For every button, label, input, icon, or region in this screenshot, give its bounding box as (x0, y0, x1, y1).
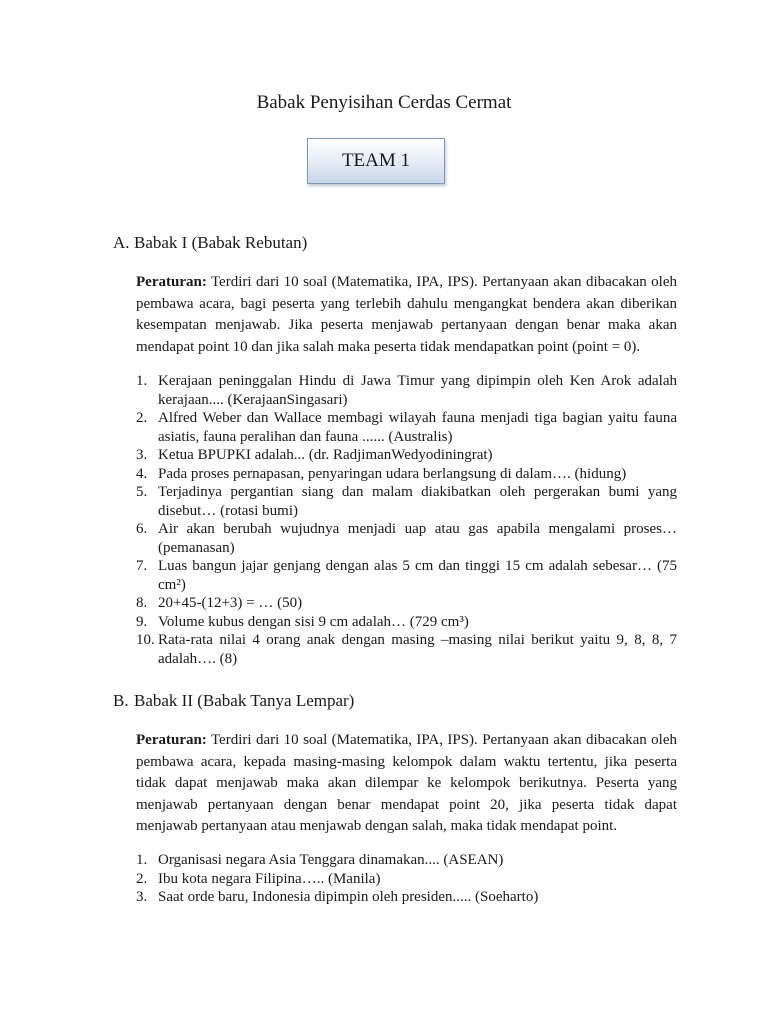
list-item: 2. Ibu kota negara Filipina….. (Manila) (136, 870, 381, 887)
team-label: TEAM 1 (341, 150, 411, 171)
list-item: 4. Pada proses pernapasan, penyaringan udara berlangsung di dalam…. (hidung) (136, 465, 627, 482)
list-item: 10. Rata-rata nilai 4 orang anak dengan masing –masing nilai berikut yaitu 9, 8, 8, 7 adalah…. (8) (136, 632, 677, 667)
section-a-letter: A. (113, 233, 130, 252)
section-b-rules-label: Peraturan: (136, 732, 207, 748)
section-b-letter: B. (113, 691, 129, 710)
list-item: 5. Terjadinya pergantian siang dan malam diakibatkan oleh pergerakan bumi yang disebut… (rotasi bumi) (136, 484, 677, 519)
section-b-heading (113, 691, 354, 711)
team-label-box (307, 138, 445, 184)
list-item: 2. Alfred Weber dan Wallace membagi wilayah fauna menjadi tiga bagian yaitu fauna asiatis, fauna peralihan dan fauna ...... (Australis) (136, 410, 677, 445)
section-b-question-list (136, 851, 677, 907)
section-b-title: Babak II (Babak Tanya Lempar) (134, 691, 355, 710)
list-item: 6. Air akan berubah wujudnya menjadi uap atau gas apabila mengalami proses… (pemanasan) (136, 521, 677, 556)
list-item: 1. Organisasi negara Asia Tenggara dinamakan.... (ASEAN) (136, 852, 504, 868)
list-item: 7. Luas bangun jajar genjang dengan alas 5 cm dan tinggi 15 cm adalah sebesar… (75 cm²) (136, 558, 677, 593)
section-a-rules-text: Terdiri dari 10 soal (Matematika, IPA, IPS). Pertanyaan akan dibacakan oleh pembawa acara, bagi peserta yang terlebih dahulu mengangkat bendera akan diberikan kesempatan menjawab. Jika peserta menjawab pertanyaan dengan benar maka akan mendapat point 10 dan jika salah maka peserta tidak mendapatkan point (point = 0). (136, 274, 677, 355)
list-item: 3. Ketua BPUPKI adalah... (dr. RadjimanWedyodiningrat) (136, 447, 493, 463)
section-b-rules (136, 730, 677, 838)
section-b-rules-text: Terdiri dari 10 soal (Matematika, IPA, IPS). Pertanyaan akan dibacakan oleh pembawa acara, kepada masing-masing kelompok dalam waktu tertentu, jika peserta tidak dapat menjawab maka akan dilempar ke kelompok berikutnya. Peserta yang menjawab pertanyaan dengan benar mendapat point 20, jika peserta tidak dapat menjawab pertanyaan atau menjawab dengan salah, maka tidak mendapat point. (136, 732, 677, 834)
list-item: 9. Volume kubus dengan sisi 9 cm adalah… (729 cm³) (136, 613, 469, 630)
list-item: 8. 20+45-(12+3) = … (50) (136, 595, 303, 611)
section-a-heading (113, 233, 307, 253)
section-a-title: Babak I (Babak Rebutan) (134, 233, 308, 252)
page-title: Babak Penyisihan Cerdas Cermat (256, 92, 512, 113)
section-a-rules-label: Peraturan: (136, 274, 207, 290)
list-item: 1. Kerajaan peninggalan Hindu di Jawa Timur yang dipimpin oleh Ken Arok adalah kerajaan.... (KerajaanSingasari) (136, 373, 677, 408)
section-a-question-list (136, 372, 677, 668)
list-item: 3. Saat orde baru, Indonesia dipimpin oleh presiden..... (Soeharto) (136, 889, 539, 905)
section-a-rules (136, 272, 677, 358)
